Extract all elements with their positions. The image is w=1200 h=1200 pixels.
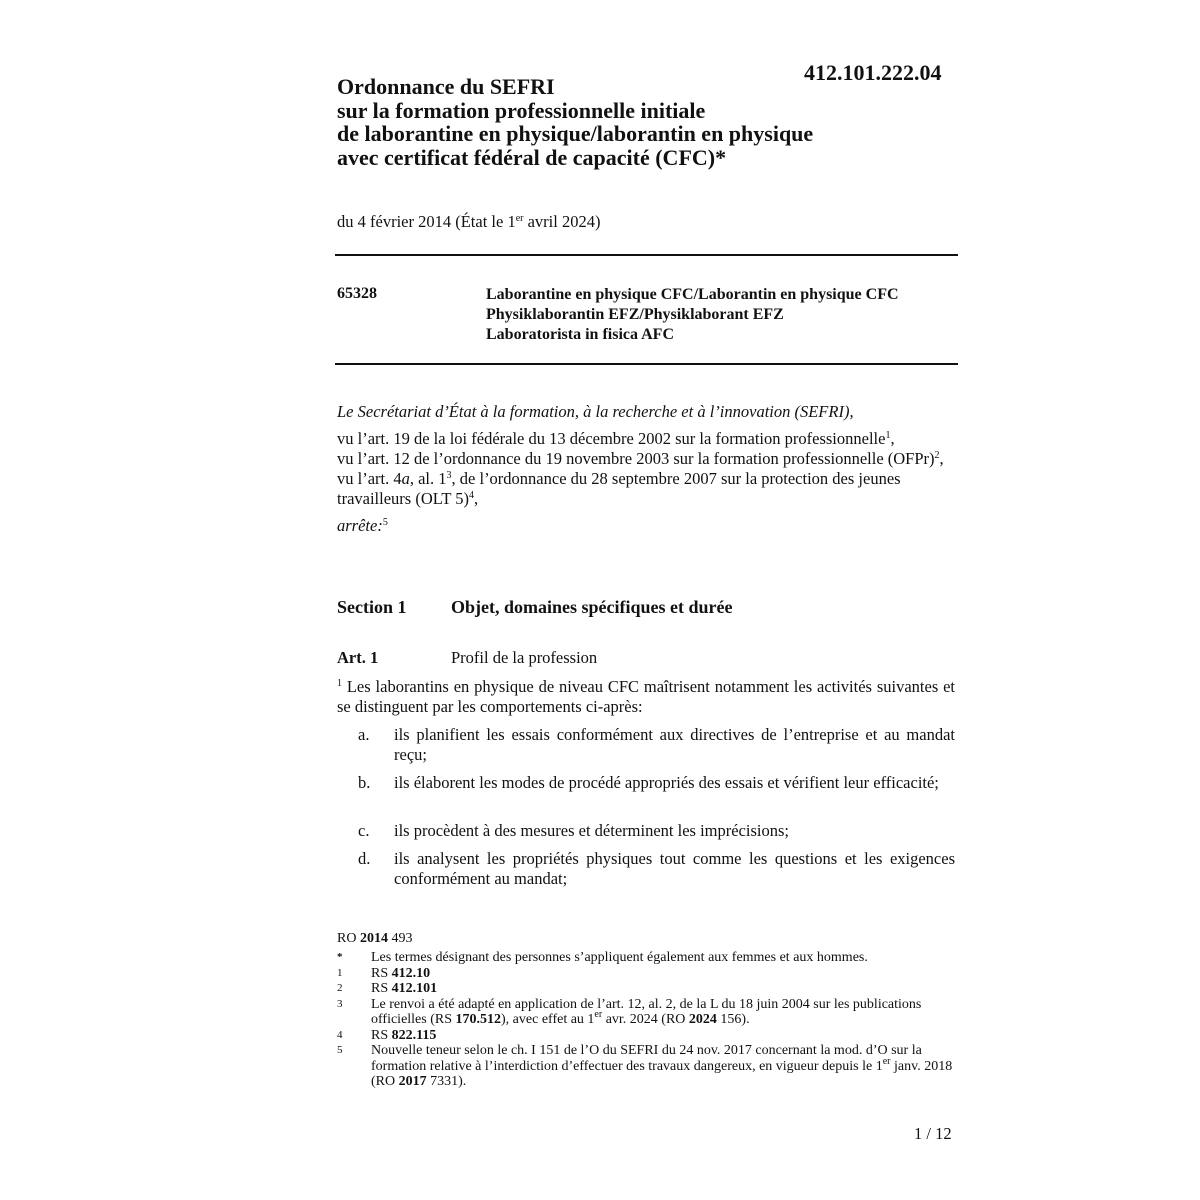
list-text: ils procèdent à des mesures et déterminent les imprécisions; bbox=[394, 821, 789, 840]
decree-word: arrête:$^5$ bbox=[337, 516, 388, 535]
date-suffix: avril 2024) bbox=[523, 212, 601, 231]
document-title bbox=[337, 75, 957, 169]
profession-titles bbox=[486, 285, 899, 345]
sr-number: 412.101.222.04 bbox=[804, 60, 942, 85]
footnote-item: 4 RS 822.115 bbox=[337, 1027, 437, 1043]
list-text: ils élaborent les modes de procédé appropriés des essais et vérifient leur efficacité; bbox=[394, 773, 939, 792]
profession-title: Laboratorista in fisica AFC bbox=[486, 326, 674, 343]
footnote-item: 5 Nouvelle teneur selon le ch. I 151 de l’O du SEFRI du 24 nov. 2017 concernant la mod. d’O sur la formation relative à l’interdiction d’effectuer des travaux dangereux, en vigueur depuis le 1er janv. 2018 (RO 2017 7331). bbox=[337, 1043, 953, 1089]
list-letter: c. bbox=[358, 821, 370, 840]
paragraph-text: Les laborantins en physique de niveau CFC maîtrisent notamment les activités suivantes et se distinguent par les comportements ci-après: bbox=[337, 677, 955, 716]
divider-top bbox=[335, 254, 958, 256]
list-text: ils planifient les essais conformément aux directives de l’entreprise et au mandat reçu; bbox=[394, 725, 955, 764]
footnote-item: 2 RS 412.101 bbox=[337, 981, 438, 996]
legal-basis-1: vu l’art. 19 de la loi fédérale du 13 décembre 2002 sur la formation professionnelle$^1$, bbox=[337, 429, 895, 448]
article-paragraph bbox=[337, 677, 955, 717]
footnote-ref[interactable]: 3 bbox=[446, 470, 452, 481]
footnote-item: * Les termes désignant des personnes s’appliquent également aux femmes et aux hommes. bbox=[337, 950, 868, 965]
footnote-ref[interactable]: 1 bbox=[885, 430, 891, 441]
footnote-marker: 4 bbox=[337, 1028, 343, 1041]
profession-code: 65328 bbox=[337, 285, 377, 302]
ro-reference: RO 2014 493 bbox=[337, 931, 413, 946]
article-heading bbox=[337, 648, 597, 668]
profession-title: Laborantine en physique CFC/Laborantin en physique CFC bbox=[486, 286, 899, 303]
preamble bbox=[337, 402, 957, 536]
footnote-ref[interactable]: 4 bbox=[468, 490, 474, 501]
list-text: ils analysent les propriétés physiques tout comme les questions et les exigences conformément au mandat; bbox=[394, 849, 955, 888]
page-number: 1 / 12 bbox=[914, 1124, 952, 1143]
footnote-marker: 2 bbox=[337, 982, 343, 994]
footnote-ref[interactable]: 2 bbox=[934, 450, 940, 461]
title-line: avec certificat fédéral de capacité (CFC)* bbox=[337, 144, 727, 170]
list-letter: a. bbox=[358, 725, 370, 744]
footnotes bbox=[337, 950, 957, 1090]
date-sup: er bbox=[515, 213, 524, 224]
issuing-authority: Le Secrétariat d’État à la formation, à la recherche et à l’innovation (SEFRI), bbox=[337, 402, 854, 421]
article-label: Art. 1 bbox=[337, 648, 379, 667]
section-heading bbox=[337, 597, 732, 618]
legal-basis-3: vu l’art. 4a, al. $1^3$, de l’ordonnance du 28 septembre 2007 sur la protection des jeunes travailleurs (OLT 5)$^4$, bbox=[337, 469, 901, 508]
title-line: de laborantine en physique/laborantin en physique bbox=[337, 121, 814, 146]
list-letter: d. bbox=[358, 849, 371, 868]
document-date bbox=[337, 212, 600, 232]
footnote-marker: * bbox=[337, 951, 343, 963]
date-prefix: du 4 février 2014 (État le 1 bbox=[337, 212, 516, 231]
paragraph-number: 1 bbox=[337, 678, 342, 689]
footnote-item: 1 RS 412.10 bbox=[337, 965, 431, 981]
footnote-marker: 5 bbox=[337, 1044, 343, 1056]
footnote-marker: 1 bbox=[337, 966, 343, 979]
title-line: sur la formation professionnelle initiale bbox=[337, 97, 706, 123]
divider-bottom bbox=[335, 363, 958, 365]
footnote-item: 3 Le renvoi a été adapté en application de l’art. 12, al. 2, de la L du 18 juin 2004 sur les publications officielles (RS 170.512), avec effet au 1er avr. 2024 (RO 2024 156). bbox=[337, 996, 922, 1027]
profession-title: Physiklaborantin EFZ/Physiklaborant EFZ bbox=[486, 306, 784, 323]
section-title: Objet, domaines spécifiques et durée bbox=[451, 597, 733, 617]
legal-basis-2: vu l’art. 12 de l’ordonnance du 19 novembre 2003 sur la formation professionnelle (OFPr)$^2$, bbox=[337, 449, 944, 468]
list-letter: b. bbox=[358, 773, 371, 792]
footnote-ref[interactable]: 5 bbox=[382, 517, 388, 528]
footnote-marker: 3 bbox=[337, 997, 343, 1010]
article-title: Profil de la profession bbox=[451, 648, 598, 667]
section-label: Section 1 bbox=[337, 597, 407, 617]
title-line: Ordonnance du SEFRI bbox=[337, 74, 555, 99]
